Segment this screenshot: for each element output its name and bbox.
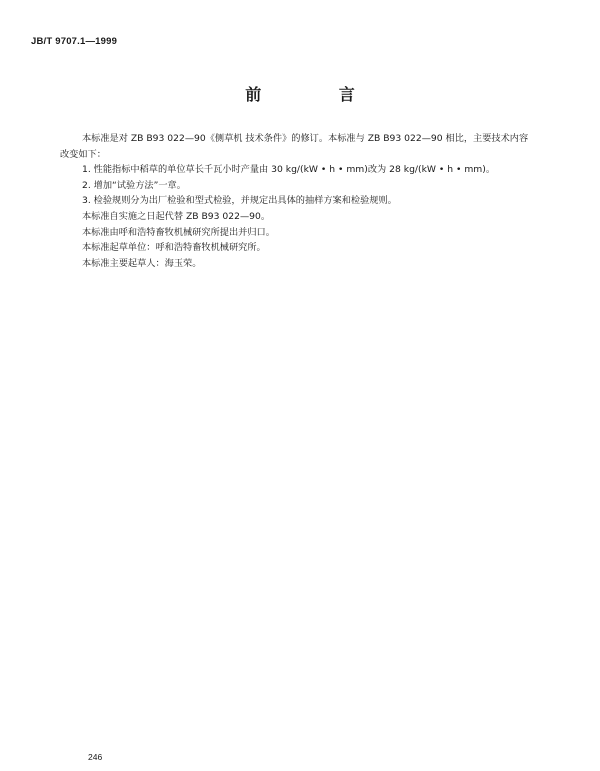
foreword-body [60,131,530,271]
paragraph-proposer: 本标准由呼和浩特畜牧机械研究所提出并归口。 [82,226,275,238]
list-item-3: 3. 检验规则分为出厂检验和型式检验，并规定出具体的抽样方案和检验规则。 [82,195,397,207]
paragraph-drafters: 本标准主要起草人：海玉荣。 [82,257,202,269]
paragraph-replacement: 本标准自实施之日起代替 ZB B93 022—90。 [82,210,271,222]
paragraph-intro: 本标准是对 ZB B93 022—90《侧草机 技术条件》的修订。本标准与 ZB B93 022—90 相比，主要技术内容改变如下： [60,133,529,160]
paragraph-drafting-unit: 本标准起草单位：呼和浩特畜牧机械研究所。 [82,242,266,254]
list-item-2: 2. 增加“试验方法”一章。 [82,179,186,191]
page-title: 前 言 [245,85,391,104]
page-number: 246 [88,752,103,762]
list-item-1: 1. 性能指标中稻草的单位草长千瓦小时产量由 30 kg/(kW • h • mm)改为 28 kg/(kW • h • mm)。 [82,164,496,176]
standard-code: JB/T 9707.1—1999 [31,36,118,47]
